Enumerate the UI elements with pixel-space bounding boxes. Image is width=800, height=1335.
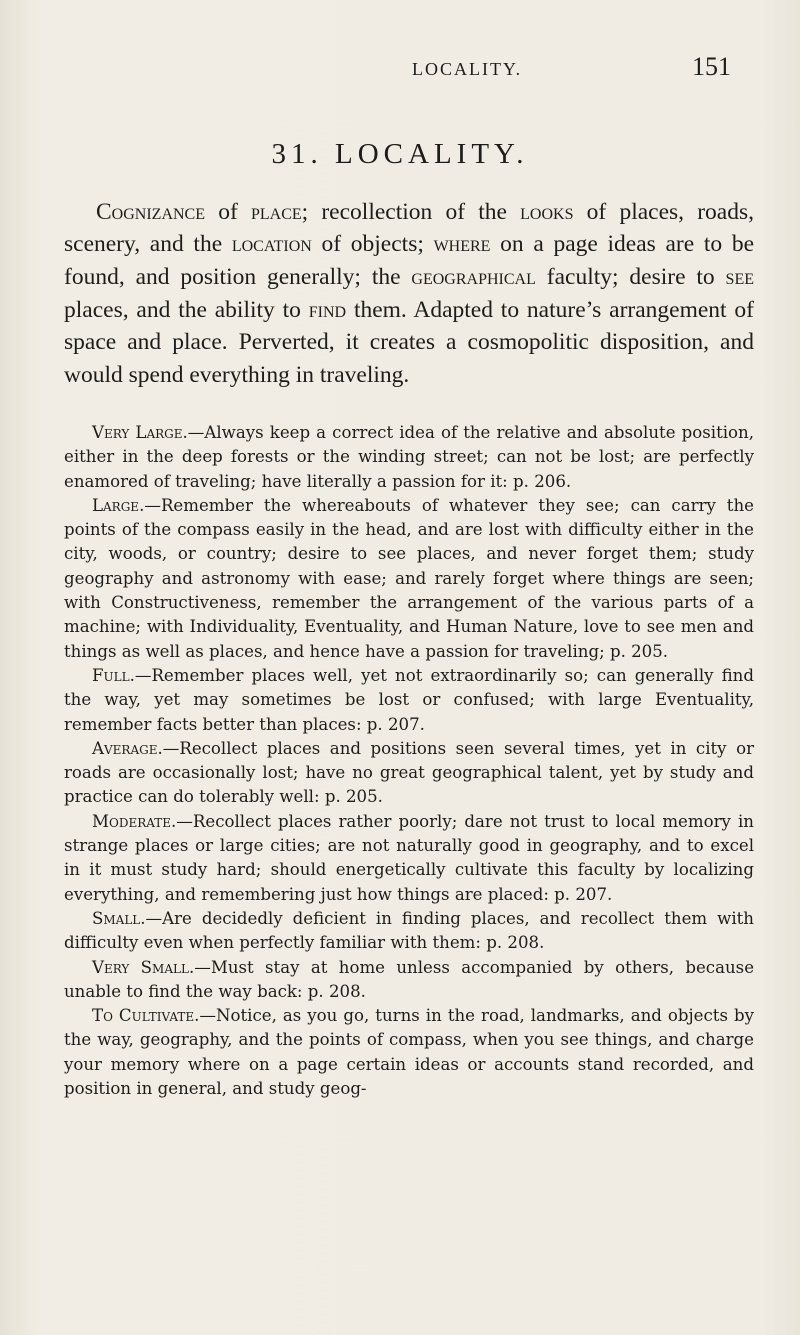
entry-text: —Must stay at home unless accompanied by others, because unable to find the way back: p. 208. [64,957,755,1001]
intro-text: of places, roads, scenery, and the [64,198,754,258]
entry-text: —Always keep a correct idea of the relative and absolute position, either in the deep forests or the winding street; can not be lost; are perfectly enamored of traveling; have literally a passion for it: p. 206. [64,423,754,491]
intro-text: of [205,198,251,225]
entry-to-cultivate [64,1004,754,1101]
entry-text: —Recollect places rather poorly; dare not trust to local memory in strange places or large cities; are not naturally good in geography, and to excel in it must study hard; should energetically cultivate this faculty by localizing everything, and remembering just how things are placed: p. 207. [64,811,754,904]
entry-text: —Remember the whereabouts of whatever they see; can carry the points of the compass easily in the head, and are lost with difficulty either in the city, woods, or country; desire to see places, and never forget them; study geography and astronomy with ease; and rarely forget where things are seen; with Constructiveness, remember the arrangement of the various parts of a machine; with Individuality, Eventuality, and Human Nature, love to see men and things as well as places, and hence have a passion for traveling; p. 205. [64,495,754,661]
intro-term: Cognizance [96,198,205,225]
page-number: 151 [692,52,731,81]
entry-text: —Notice, as you go, turns in the road, landmarks, and objects by the way, geography, and the points of compass, when you see things, and charge your memory where on a page certain ideas or accounts stand recorded, and position in general, and study geog- [64,1006,754,1099]
intro-text: faculty; desire to [535,263,726,290]
entry-text: —Remember places well, yet not extraordinarily so; can generally find the way, yet may sometimes be lost or confused; with large Eventuality, remember facts better than places: p. 207. [64,665,754,734]
intro-term: location [231,231,312,258]
intro-term: find [308,296,347,323]
intro-text: places, and the ability to [64,296,309,323]
entry-large [64,494,754,664]
entry-term: Very Small. [92,957,195,977]
intro-paragraph [64,196,754,392]
intro-term: geographical [411,263,536,290]
entry-text: —Are decidedly deficient in finding places, and recollect them with difficulty even when perfectly familiar with them: p. 208. [64,908,754,953]
entry-very-small [64,956,754,1005]
entry-term: Average. [92,738,163,758]
entry-text: —Recollect places and positions seen several times, yet in city or roads are occasionally lost; have no great geographical talent, yet by study and practice can do tolerably well: p. 205. [64,738,754,807]
degree-entries [64,421,754,1101]
running-head [0,52,800,92]
running-head-title: LOCALITY. [412,59,523,79]
intro-text: them. Adapted to nature’s arrangement of space and place. Perverted, it creates a cosmopolitic disposition, and would spend everything in traveling. [64,296,754,389]
chapter-title: 31. LOCALITY. [271,138,529,170]
intro-text: ; recollection of the [301,198,521,225]
entry-moderate [64,810,754,907]
intro-term: place [250,198,302,225]
intro-text: of objects; [311,231,434,258]
entry-term: Small. [92,908,146,928]
entry-small [64,907,754,956]
intro-text: on a page ideas are to be found, and position generally; the [64,231,754,290]
entry-term: Moderate. [92,811,177,831]
entry-average [64,737,754,810]
entry-term: Full. [92,665,135,685]
entry-term: Very Large. [92,423,188,442]
entry-term: To Cultivate. [92,1006,200,1026]
entry-very-large [64,421,754,494]
intro-term: where [433,231,491,258]
intro-term: looks [520,198,574,225]
intro-term: see [725,263,754,290]
entry-full [64,664,754,737]
entry-term: Large. [92,495,145,515]
